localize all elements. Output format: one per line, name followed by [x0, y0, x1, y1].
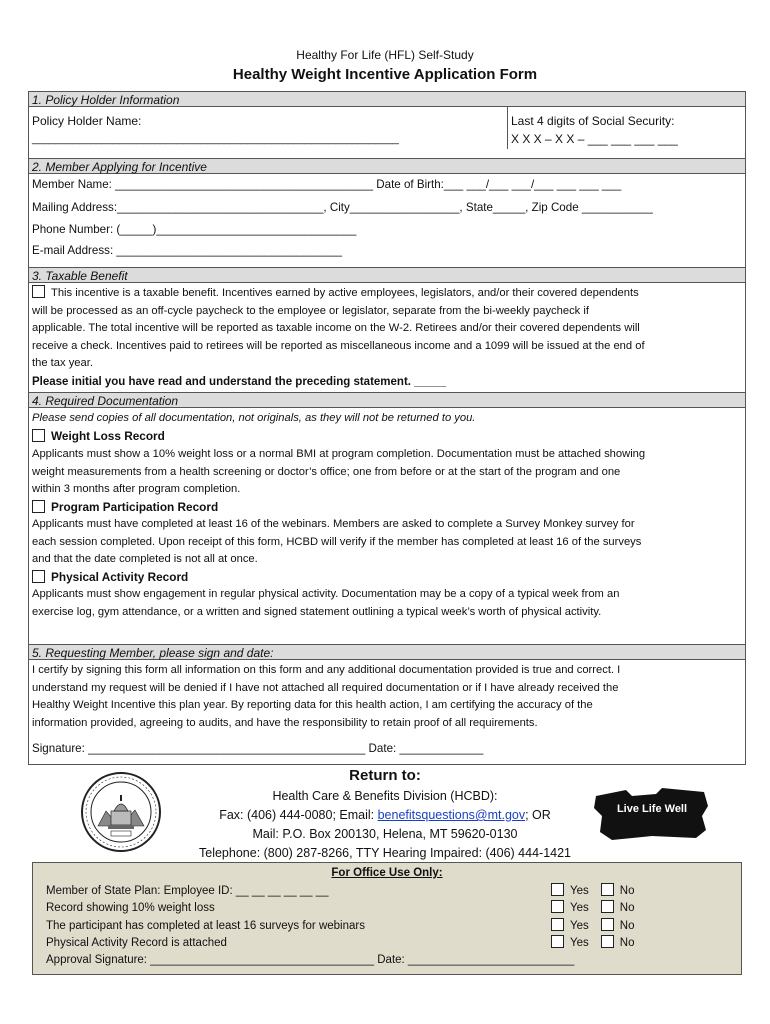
application-form — [28, 91, 746, 765]
state-seal-logo — [80, 771, 162, 853]
office-approval-signature: Approval Signature: ___________________________________ Date: __________________________ — [46, 954, 575, 966]
policy-holder-name-field[interactable]: _______________________________________________________________ — [32, 133, 399, 145]
return-telephone: Telephone: (800) 287-8266, TTY Hearing Impaired: (406) 444-1421 — [199, 846, 571, 860]
program-participation-text: Applicants must have completed at least 16 of the webinars. Members are asked to complete a Survey Monkey survey for each session completed. Upon receipt of this form, HCBD will verify if the member has completed at least 16 of the surveys and that the date completed is not all at once. — [32, 518, 642, 565]
live-life-well-text: Live Life Well — [616, 803, 688, 815]
office-use-title: For Office Use Only: — [331, 867, 443, 879]
initial-statement[interactable]: Please initial you have read and understand the preceding statement. _____ — [32, 376, 447, 388]
office-use-box — [32, 862, 742, 975]
office-surveys: The participant has completed at least 16 surveys for webinars — [46, 920, 365, 932]
physical-activity-checkbox[interactable] — [32, 570, 45, 583]
program-participation-checkbox[interactable] — [32, 500, 45, 513]
office-employee-id: Member of State Plan: Employee ID: __ __ __ __ __ __ — [46, 885, 329, 897]
phone-number-field[interactable]: Phone Number: (_____)_______________________________ — [32, 223, 357, 236]
policy-holder-name-label: Policy Holder Name: — [32, 114, 142, 128]
office-weight-loss: Record showing 10% weight loss — [46, 902, 215, 914]
office-activity-record: Physical Activity Record is attached — [46, 937, 227, 949]
weight-loss-record-heading: Weight Loss Record — [32, 428, 165, 446]
yes-checkbox[interactable] — [551, 935, 564, 948]
weight-loss-text: Applicants must show a 10% weight loss or a normal BMI at program completion. Documentation must be attached showing weight measurements from a health screening or doctor’s office; one from before or at the start of the program and one within 3 months after program completion. — [32, 448, 646, 495]
section-1-header: 1. Policy Holder Information — [29, 91, 745, 107]
yes-checkbox[interactable] — [551, 918, 564, 931]
office-yn-row-4: Yes No — [551, 935, 634, 949]
taxable-benefit-checkbox[interactable] — [32, 285, 45, 298]
email-link[interactable]: benefitsquestions@mt.gov — [377, 808, 526, 822]
section-3-header: 3. Taxable Benefit — [29, 267, 745, 283]
weight-loss-checkbox[interactable] — [32, 429, 45, 442]
ssn-field[interactable]: X X X – X X – ___ ___ ___ ___ — [511, 132, 678, 146]
office-yn-row-3: Yes No — [551, 918, 634, 932]
section-1-divider — [507, 107, 508, 149]
no-checkbox[interactable] — [601, 918, 614, 931]
physical-activity-heading: Physical Activity Record — [32, 569, 188, 587]
return-fax-email: Fax: (406) 444-0080; Email: benefitsquestions@mt.gov; OR — [219, 808, 551, 822]
certification-text: I certify by signing this form all information on this form and any additional documentation provided is true and correct. I understand my request will be denied if I have not attached all required documentation or if I have already received the Healthy Weight Incentive this plan year. By reporting data for this health action, I am certifying the accuracy of the information provided, agreeing to audits, and have the responsibility to retain proof of all requirements. — [32, 664, 621, 729]
return-division: Health Care & Benefits Division (HCBD): — [272, 789, 498, 803]
program-participation-heading: Program Participation Record — [32, 499, 218, 517]
section-5-header: 5. Requesting Member, please sign and date: — [29, 644, 745, 660]
yes-checkbox[interactable] — [551, 883, 564, 896]
section-2-header: 2. Member Applying for Incentive — [29, 158, 745, 174]
member-name-dob-field[interactable]: Member Name: ________________________________________ Date of Birth:___ ___/___ ___/___ ___ ___ ___ — [32, 178, 622, 191]
documentation-note: Please send copies of all documentation, not originals, as they will not be returned to you. — [32, 412, 476, 424]
office-yn-row-1: Yes No — [551, 883, 634, 897]
physical-activity-text: Applicants must show engagement in regular physical activity. Documentation may be a copy of a typical week from an exercise log, gym attendance, or a written and signed statement outlining a typical week’s worth of physical activity. — [32, 588, 620, 618]
email-address-field[interactable]: E-mail Address: ___________________________________ — [32, 244, 343, 257]
signature-date-field[interactable]: Signature: ___________________________________________ Date: _____________ — [32, 742, 484, 755]
no-checkbox[interactable] — [601, 935, 614, 948]
ssn-label: Last 4 digits of Social Security: — [511, 114, 675, 128]
section-4-header: 4. Required Documentation — [29, 392, 745, 408]
return-mail: Mail: P.O. Box 200130, Helena, MT 59620-0130 — [252, 827, 518, 841]
no-checkbox[interactable] — [601, 883, 614, 896]
mailing-address-field[interactable]: Mailing Address:________________________________, City_________________, State_____, Zip Code ___________ — [32, 201, 653, 214]
office-yn-row-2: Yes No — [551, 900, 634, 914]
taxable-benefit-text: This incentive is a taxable benefit. Incentives earned by active employees, legislators, and/or their covered dependents will be processed as an off-cycle paycheck to the employee or legislator, separate from the bi-weekly paycheck if applicable. The total incentive will be reported as taxable income on the W-2. Retirees and/or their covered dependents will receive a check. Incentives paid to retirees will be reported as miscellaneous income and a 1099 will be issued at the end of the tax year. — [32, 287, 645, 369]
yes-checkbox[interactable] — [551, 900, 564, 913]
form-title: Healthy Weight Incentive Application Form — [232, 66, 538, 83]
no-checkbox[interactable] — [601, 900, 614, 913]
form-subtitle: Healthy For Life (HFL) Self-Study — [296, 48, 474, 62]
return-to-title: Return to: — [349, 767, 421, 784]
